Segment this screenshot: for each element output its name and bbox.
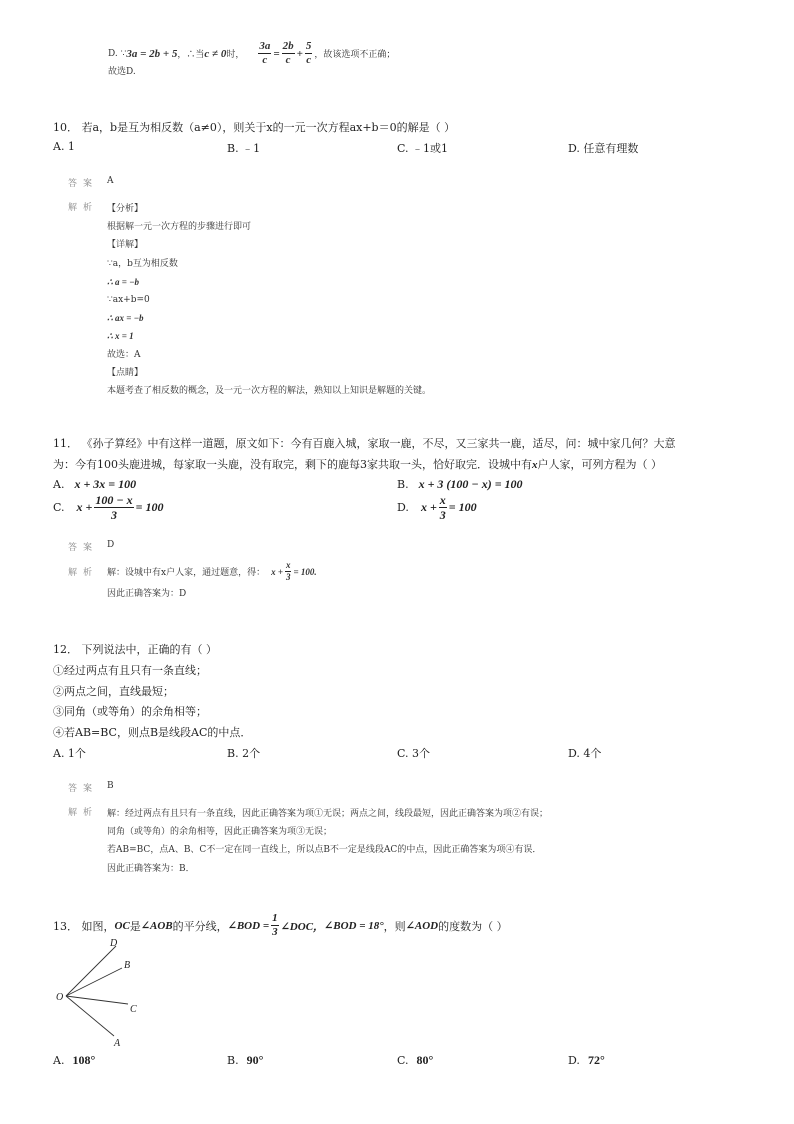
option-value: 72° bbox=[587, 1053, 605, 1067]
q10-analysis bbox=[107, 200, 431, 400]
option-label: A. bbox=[53, 478, 65, 491]
q13-aob: ∠AOB bbox=[140, 920, 173, 932]
label-c: C bbox=[130, 1004, 137, 1015]
q9-plus: + bbox=[296, 47, 303, 60]
q12-item: ③同角（或等角）的余角相等； bbox=[53, 705, 207, 719]
q12-option-c: C. 3个 bbox=[397, 747, 431, 760]
q13-num: 13． 如图， bbox=[53, 919, 115, 933]
q10-answer-label: 答案 bbox=[68, 179, 99, 189]
analysis-line: 【分析】 bbox=[107, 204, 144, 214]
analysis-line: 故选：A bbox=[107, 349, 141, 360]
q12-items bbox=[53, 661, 251, 744]
q11-option-b bbox=[397, 477, 523, 492]
option-label: D. bbox=[568, 1054, 580, 1067]
option-label: B. bbox=[227, 1054, 239, 1067]
q11-stem2-b: 户人家，可列方程为（ ） bbox=[537, 458, 662, 471]
q13-bod2: ∠BOD = 18° bbox=[324, 920, 384, 932]
analysis-line: 因此正确答案为：B． bbox=[107, 863, 195, 874]
q11-analysis-label: 解析 bbox=[68, 568, 99, 578]
analysis-math-post: = 100. bbox=[293, 566, 317, 577]
q13-bisector: 的平分线， bbox=[172, 919, 228, 933]
option-fraction bbox=[94, 494, 133, 521]
q9-fraction-2b-c bbox=[282, 41, 295, 66]
frac-numerator: 3a bbox=[259, 40, 271, 52]
ray-od bbox=[66, 946, 116, 996]
analysis-line: 【详解】 bbox=[107, 240, 144, 251]
analysis-line: ∴ ax = −b bbox=[107, 313, 144, 324]
q12-answer: B bbox=[107, 781, 114, 791]
q11-var-x: x bbox=[532, 459, 538, 471]
frac-denominator: c bbox=[262, 54, 268, 66]
q12-analysis bbox=[107, 805, 548, 878]
frac-denominator: 3 bbox=[439, 508, 446, 522]
frac-denominator: 3 bbox=[285, 572, 291, 582]
q13-aod: ∠AOD bbox=[405, 920, 439, 932]
option-label: C. bbox=[397, 1054, 409, 1067]
q10-option-d: D. 任意有理数 bbox=[568, 142, 639, 155]
q11-stem-line2 bbox=[53, 456, 662, 472]
label-o: O bbox=[56, 992, 64, 1003]
label-b: B bbox=[124, 960, 131, 971]
label-d: D bbox=[110, 938, 118, 949]
q10-option-a: A. 1 bbox=[53, 140, 75, 153]
analysis-line: 根据解一元一次方程的步骤进行即可 bbox=[107, 222, 252, 233]
frac-denominator: c bbox=[285, 54, 291, 66]
option-math-pre: x + bbox=[420, 500, 437, 514]
q11-analysis-line1 bbox=[107, 561, 317, 582]
analysis-line: 同角（或等角）的余角相等，因此正确答案为项③无误； bbox=[107, 827, 333, 838]
q11-stem2-a: 为：今有100头鹿进城，每家取一头鹿，没有取完，剩下的鹿每3家共取一头，恰好取完．设城中有 bbox=[53, 458, 532, 471]
frac-numerator: x bbox=[439, 493, 446, 507]
q9-solution-line bbox=[108, 41, 395, 66]
option-label: A. bbox=[53, 1054, 65, 1067]
option-math-pre: x + bbox=[76, 500, 93, 514]
q11-analysis-line2: 因此正确答案为：D bbox=[107, 589, 187, 599]
q12-answer-label: 答案 bbox=[68, 784, 99, 794]
analysis-line: 若AB=BC，点A、B、C不一定在同一直线上，所以点B不一定是线段AC的中点，因此正确答案为项④有误． bbox=[107, 845, 542, 856]
q12-item: ②两点之间，直线最短； bbox=[53, 684, 174, 698]
frac-numerator: 5 bbox=[305, 40, 312, 52]
q11-answer-label: 答案 bbox=[68, 543, 99, 553]
q10-option-c: C. ﹣1或1 bbox=[397, 142, 449, 155]
frac-denominator: 3 bbox=[272, 926, 278, 938]
frac-denominator: c bbox=[306, 54, 312, 66]
q9-math-equation: 3a = 2b + 5 bbox=[126, 47, 178, 60]
q9-mid: ，∴当 bbox=[177, 50, 205, 60]
option-label: C. bbox=[53, 501, 65, 514]
q13-oc: OC bbox=[114, 919, 130, 932]
option-value: 80° bbox=[416, 1053, 434, 1067]
q13-is: 是 bbox=[129, 919, 141, 933]
q12-item: ④若AB=BC，则点B是线段AC的中点． bbox=[53, 726, 252, 740]
q10-stem: 10． 若a，b是互为相反数（a≠0），则关于x的一元一次方程ax+b＝0的解是（ ） bbox=[53, 121, 456, 134]
q9-fraction-3a-c bbox=[258, 41, 271, 66]
analysis-math-pre: x + bbox=[271, 566, 283, 577]
q13-option-a bbox=[53, 1053, 95, 1068]
q10-option-b: B. ﹣1 bbox=[227, 142, 261, 155]
analysis-line: 【点睛】 bbox=[107, 367, 144, 378]
ray-ob bbox=[66, 968, 122, 996]
q13-option-b bbox=[227, 1053, 263, 1068]
ray-oc bbox=[66, 996, 128, 1004]
q12-option-b: B. 2个 bbox=[227, 747, 261, 760]
frac-numerator: x bbox=[285, 560, 291, 570]
q10-answer: A bbox=[107, 176, 114, 186]
q13-bod: ∠BOD = bbox=[227, 920, 270, 932]
q12-stem: 12． 下列说法中，正确的有（ ） bbox=[53, 643, 217, 656]
frac-numerator: 1 bbox=[272, 912, 278, 924]
q13-option-d bbox=[568, 1053, 605, 1068]
q9-prefix: D. ∵ bbox=[108, 48, 127, 59]
q13-tail: 的度数为（ ） bbox=[438, 919, 508, 933]
label-a: A bbox=[114, 1038, 121, 1049]
analysis-line: 本题考查了相反数的概念，及一元一次方程的解法，熟知以上知识是解题的关键。 bbox=[107, 386, 432, 397]
q9-math-condition: c ≠ 0 bbox=[204, 47, 227, 60]
q9-fraction-5-c bbox=[305, 41, 313, 66]
q13-fraction bbox=[271, 913, 279, 938]
analysis-line: ∵ax+b=0 bbox=[107, 295, 150, 306]
option-fraction bbox=[439, 494, 447, 521]
analysis-line: ∴ x = 1 bbox=[107, 331, 134, 342]
q12-item: ①经过两点有且只有一条直线； bbox=[53, 664, 207, 677]
analysis-line: ∵a，b互为相反数 bbox=[107, 258, 178, 269]
q9-mid2: 时， bbox=[226, 50, 245, 60]
option-value: 108° bbox=[72, 1053, 96, 1067]
q9-equals: = bbox=[273, 47, 280, 60]
analysis-line: 解：经过两点有且只有一条直线，因此正确答案为项①无误；两点之间，线段最短，因此正确答案为项②有误； bbox=[107, 809, 549, 819]
analysis-fraction bbox=[285, 561, 292, 582]
analysis-text: 解：设城中有x户人家，通过题意，得： bbox=[107, 568, 266, 578]
q11-stem-line1: 11． 《孙子算经》中有这样一道题，原文如下：今有百鹿入城，家取一鹿，不尽，又三家共一鹿，适尽，问：城中家几何？大意 bbox=[53, 437, 676, 450]
q13-then: ，则 bbox=[383, 919, 406, 933]
analysis-line: ∴ a = −b bbox=[107, 276, 140, 287]
q12-option-a: A. 1个 bbox=[53, 747, 86, 760]
q9-conclusion: 故选D. bbox=[108, 67, 136, 77]
q11-option-a bbox=[53, 477, 136, 492]
option-math-post: = 100 bbox=[448, 500, 477, 514]
option-label: D. bbox=[397, 501, 409, 514]
frac-denominator: 3 bbox=[111, 508, 118, 522]
q12-analysis-label: 解析 bbox=[68, 808, 99, 818]
q12-option-d: D. 4个 bbox=[568, 747, 602, 760]
option-math: x + 3 (100 − x) = 100 bbox=[418, 477, 523, 491]
q9-suffix: ，故该选项不正确； bbox=[314, 50, 396, 60]
ray-oa bbox=[66, 996, 114, 1036]
q13-angle-figure bbox=[52, 934, 152, 1050]
option-label: B. bbox=[397, 478, 409, 491]
frac-numerator: 100 − x bbox=[95, 493, 133, 507]
option-math-post: = 100 bbox=[135, 500, 164, 514]
q13-doc: ∠DOC， bbox=[280, 920, 325, 933]
q11-option-c bbox=[53, 494, 164, 521]
option-value: 90° bbox=[246, 1053, 264, 1067]
q11-answer: D bbox=[107, 540, 115, 550]
q13-option-c bbox=[397, 1053, 433, 1068]
frac-numerator: 2b bbox=[282, 40, 294, 52]
q11-option-d bbox=[397, 494, 477, 521]
q10-analysis-label: 解析 bbox=[68, 203, 99, 213]
option-math: x + 3x = 100 bbox=[74, 477, 137, 491]
